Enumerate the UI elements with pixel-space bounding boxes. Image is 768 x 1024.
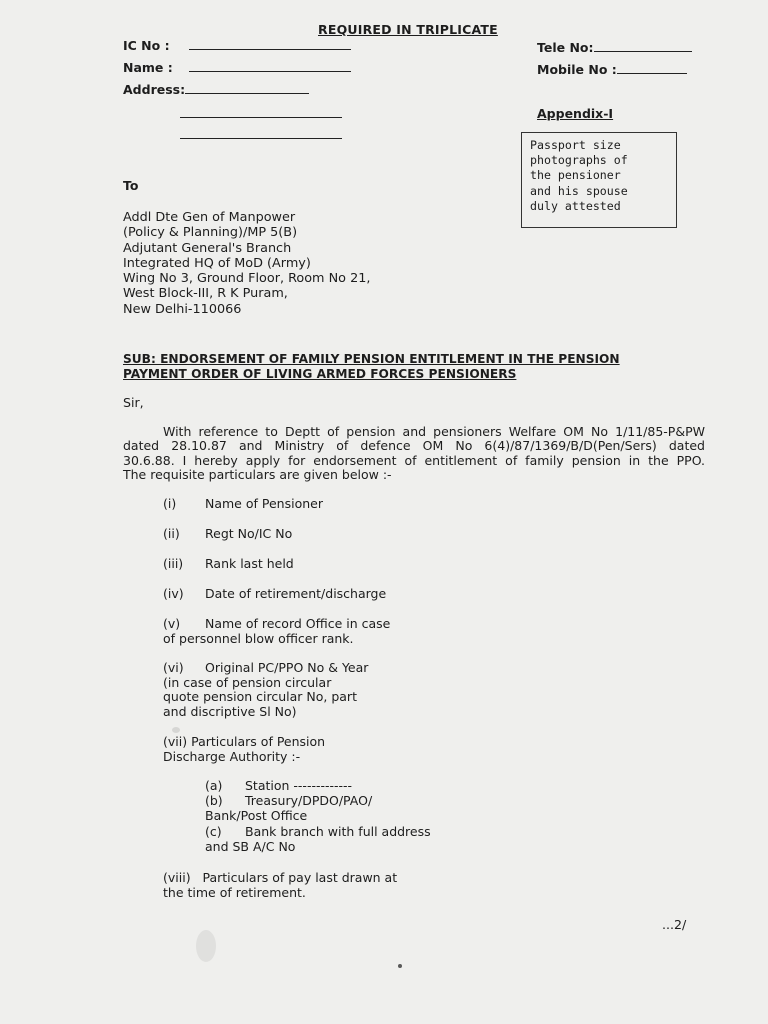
scan-smudge xyxy=(172,727,180,733)
subitem-treasury xyxy=(205,794,372,823)
item-text: the time of retirement. xyxy=(163,884,306,900)
photo-box-line: the pensioner xyxy=(530,168,621,183)
photo-box xyxy=(521,132,677,228)
item-number: (viii) xyxy=(163,870,191,885)
item-number: (vi) xyxy=(163,660,184,675)
ic-no-blank[interactable] xyxy=(189,37,351,50)
subitem-number: (c) xyxy=(205,824,222,839)
addressee-line: Addl Dte Gen of Manpower xyxy=(123,210,296,225)
address-blank-3[interactable] xyxy=(180,138,342,139)
item-record-office xyxy=(163,617,390,646)
item-retirement-date xyxy=(163,587,386,602)
salutation: Sir, xyxy=(123,395,144,410)
item-text: Name of record Office in case xyxy=(205,616,391,631)
item-text: Regt No/IC No xyxy=(205,526,293,541)
address-field xyxy=(123,81,309,97)
address-blank-1[interactable] xyxy=(185,81,309,94)
address-label: Address: xyxy=(123,82,186,97)
body-paragraph xyxy=(123,425,705,483)
item-text: Discharge Authority :- xyxy=(163,748,301,764)
item-number: (vii) xyxy=(163,734,188,749)
item-text: Date of retirement/discharge xyxy=(205,586,387,601)
item-discharge-authority xyxy=(163,735,325,764)
mobile-no-blank[interactable] xyxy=(617,61,687,74)
addressee-block xyxy=(123,210,370,317)
photo-box-line: and his spouse xyxy=(530,183,628,198)
item-name-of-pensioner xyxy=(163,497,323,512)
item-number: (iv) xyxy=(163,586,184,601)
item-rank xyxy=(163,557,294,572)
item-text: Rank last held xyxy=(205,556,294,571)
page-continuation-marker: ...2/ xyxy=(662,917,687,932)
addressee-line: West Block-III, R K Puram, xyxy=(123,286,288,302)
paragraph-line: With reference to Deptt of pension and pensioners Welfare OM No 1/11/85-P&PW xyxy=(163,424,705,439)
tele-no-label: Tele No: xyxy=(537,40,594,55)
paragraph-line: The requisite particulars are given below :- xyxy=(123,467,392,483)
subitem-bank-branch xyxy=(205,825,431,854)
paragraph-line: 30.6.88. I hereby apply for endorsement of entitlement of family pension in the PPO. xyxy=(123,452,705,468)
item-number: (v) xyxy=(163,616,181,631)
name-field xyxy=(123,59,351,75)
item-text: (in case of pension circular xyxy=(163,674,332,690)
item-text: Particulars of pay last drawn at xyxy=(202,870,398,885)
subitem-station xyxy=(205,779,352,794)
item-regt-no xyxy=(163,527,292,542)
subject-line: PAYMENT ORDER OF LIVING ARMED FORCES PENSIONERS xyxy=(123,366,517,381)
subitem-text: and SB A/C No xyxy=(205,838,296,854)
item-number: (iii) xyxy=(163,556,184,571)
scan-dot xyxy=(398,964,402,968)
item-number: (i) xyxy=(163,496,177,511)
appendix-label: Appendix-I xyxy=(537,106,614,121)
item-text: and discriptive Sl No) xyxy=(163,703,297,719)
subject-heading xyxy=(123,352,620,381)
to-label: To xyxy=(123,178,139,193)
item-ppo-no xyxy=(163,661,368,719)
addressee-line: Integrated HQ of MoD (Army) xyxy=(123,255,311,271)
addressee-line: Wing No 3, Ground Floor, Room No 21, xyxy=(123,271,371,287)
document-title: REQUIRED IN TRIPLICATE xyxy=(318,22,498,37)
ic-no-field xyxy=(123,37,351,53)
ic-no-label: IC No : xyxy=(123,38,170,53)
address-blank-2[interactable] xyxy=(180,117,342,118)
item-text: Original PC/PPO No & Year xyxy=(205,660,369,675)
subitem-text: Bank branch with full address xyxy=(245,824,431,839)
photo-box-line: duly attested xyxy=(530,198,621,213)
scan-smudge xyxy=(196,930,216,962)
subitem-number: (a) xyxy=(205,778,223,793)
subject-line: SUB: ENDORSEMENT OF FAMILY PENSION ENTITLEMENT IN THE PENSION xyxy=(123,352,620,366)
item-text: quote pension circular No, part xyxy=(163,689,357,704)
tele-no-blank[interactable] xyxy=(594,39,692,52)
subitem-text: Treasury/DPDO/PAO/ xyxy=(245,793,373,808)
subitem-number: (b) xyxy=(205,793,223,808)
mobile-no-label: Mobile No : xyxy=(537,62,617,77)
photo-box-line: photographs of xyxy=(530,153,628,168)
item-text: of personnel blow officer rank. xyxy=(163,630,354,646)
item-text: Particulars of Pension xyxy=(191,734,326,749)
item-text: Name of Pensioner xyxy=(205,496,323,511)
item-number: (ii) xyxy=(163,526,180,541)
photo-box-line: Passport size xyxy=(530,138,621,152)
name-blank[interactable] xyxy=(189,59,351,72)
mobile-no-field xyxy=(537,61,687,77)
paragraph-line: dated 28.10.87 and Ministry of defence OM No 6(4)/87/1369/B/D(Pen/Sers) dated xyxy=(123,438,705,454)
subitem-text: Station ------------- xyxy=(245,778,353,793)
subitem-text: Bank/Post Office xyxy=(205,807,308,823)
addressee-line: (Policy & Planning)/MP 5(B) xyxy=(123,225,298,241)
addressee-line: Adjutant General's Branch xyxy=(123,240,292,256)
addressee-line: New Delhi-110066 xyxy=(123,301,242,317)
item-pay-last-drawn xyxy=(163,871,397,900)
tele-no-field xyxy=(537,39,692,55)
name-label: Name : xyxy=(123,60,173,75)
